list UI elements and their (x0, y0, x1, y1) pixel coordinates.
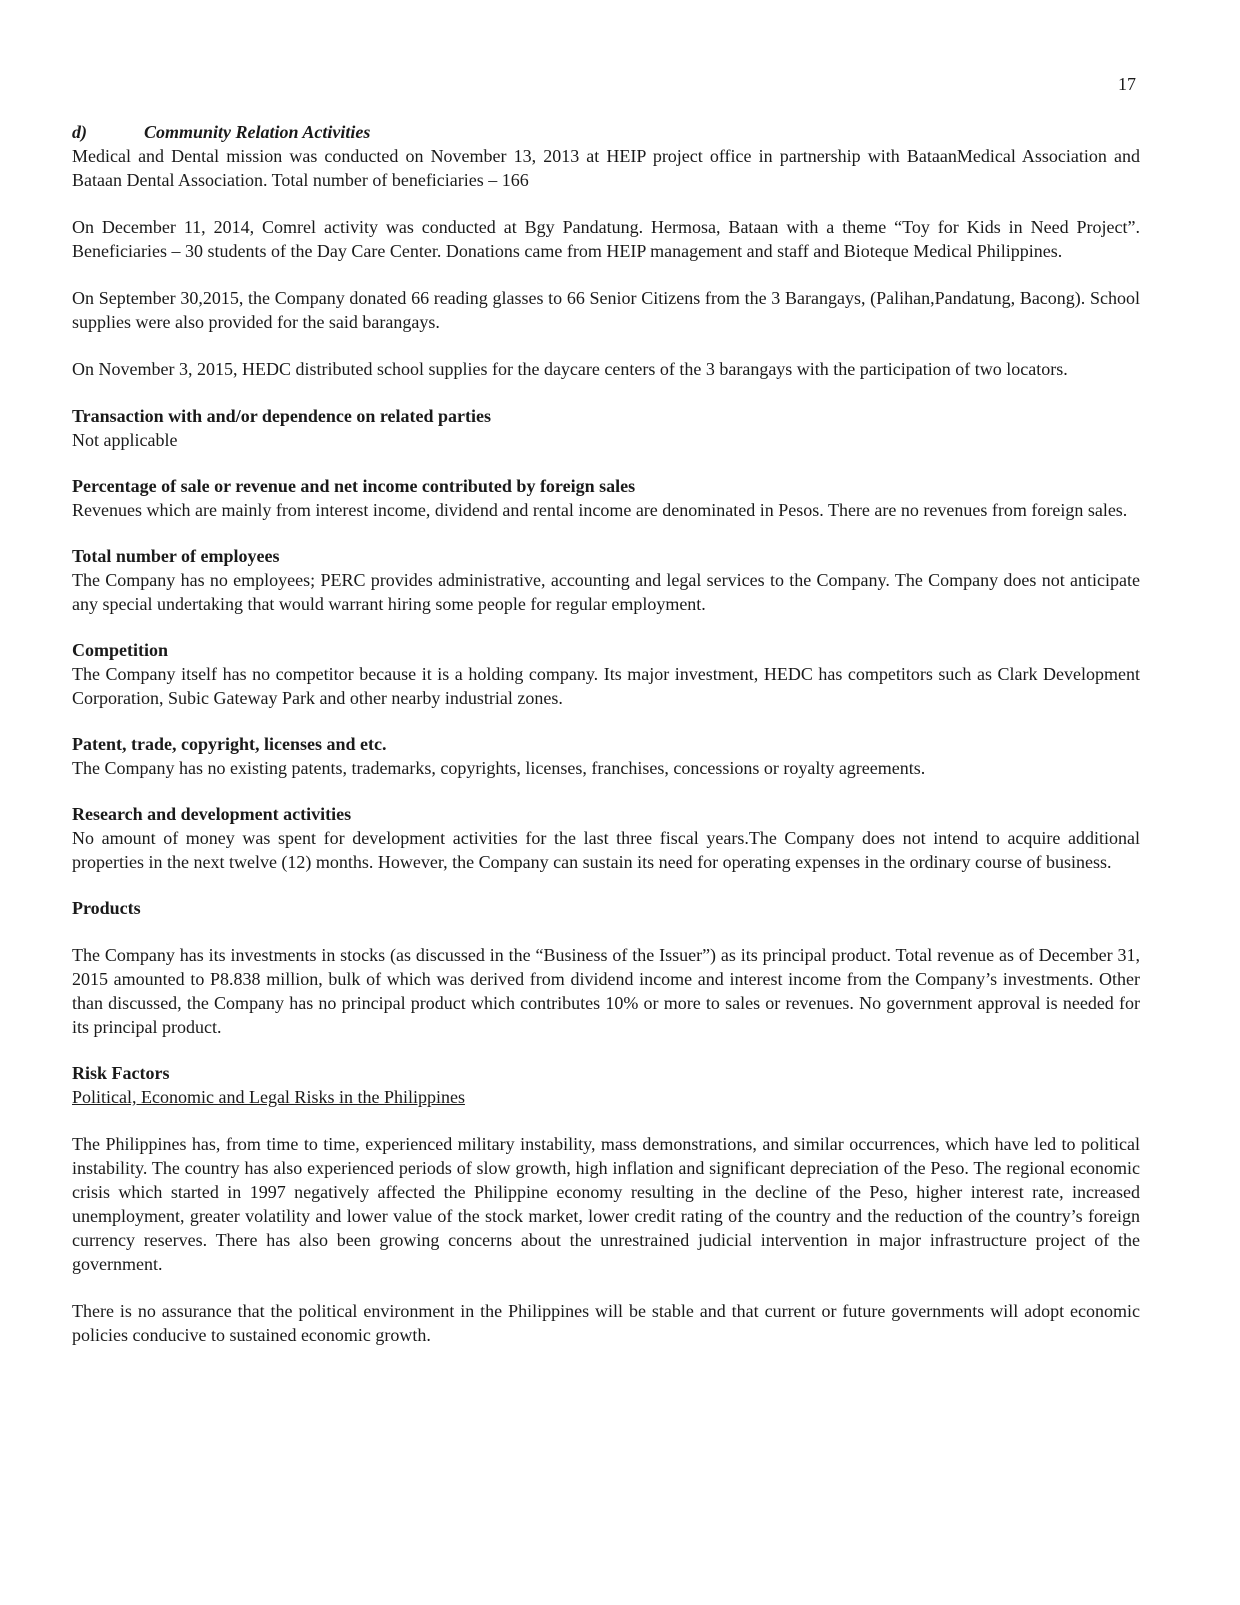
risk-paragraph: The Philippines has, from time to time, experienced military instability, mass demonstrations, and similar occurrences, which have led to political instability. The country has also experienced periods of slow growth, high inflation and significant depreciation of the Peso. The regional economic crisis which started in 1997 negatively affected the Philippine economy resulting in the decline of the Peso, higher interest rate, increased unemployment, greater volatility and lower value of the stock market, lower credit rating of the country and the reduction of the country’s foreign currency reserves. There has also been growing concerns about the unrestrained judicial intervention in major infrastructure project of the government. (72, 1134, 1140, 1274)
competition-section (72, 638, 1140, 710)
related-parties-section (72, 404, 1140, 452)
community-paragraph: On November 3, 2015, HEDC distributed school supplies for the daycare centers of the 3 barangays with the participation of two locators. (72, 359, 1068, 379)
section-title: Community Relation Activities (144, 122, 371, 142)
section-text: Not applicable (72, 430, 178, 450)
section-title: Products (72, 898, 141, 918)
section-title: Percentage of sale or revenue and net income contributed by foreign sales (72, 476, 636, 496)
products-section (72, 896, 1140, 1039)
section-text: The Company has no employees; PERC provides administrative, accounting and legal services to the Company. The Company does not anticipate any special undertaking that would warrant hiring some people for regular employment. (72, 570, 1140, 614)
foreign-sales-section (72, 474, 1140, 522)
section-title: Competition (72, 640, 168, 660)
section-title: Research and development activities (72, 804, 352, 824)
page-number: 17 (1118, 74, 1136, 94)
section-text: No amount of money was spent for development activities for the last three fiscal years.The Company does not intend to acquire additional properties in the next twelve (12) months. However, the Company can sustain its need for operating expenses in the ordinary course of business. (72, 828, 1140, 872)
patent-section (72, 732, 1140, 780)
section-title: Total number of employees (72, 546, 280, 566)
community-paragraph: Medical and Dental mission was conducted on November 13, 2013 at HEIP project office in partnership with BataanMedical Association and Bataan Dental Association. Total number of beneficiaries – 166 (72, 146, 1140, 190)
community-paragraph: On December 11, 2014, Comrel activity was conducted at Bgy Pandatung. Hermosa, Bataan with a theme “Toy for Kids in Need Project”. Beneficiaries – 30 students of the Day Care Center. Donations came from HEIP management and staff and Bioteque Medical Philippines. (72, 217, 1140, 261)
document-body (72, 120, 1140, 1347)
section-text: The Company itself has no competitor because it is a holding company. Its major investment, HEDC has competitors such as Clark Development Corporation, Subic Gateway Park and other nearby industrial zones. (72, 664, 1140, 708)
section-title: Patent, trade, copyright, licenses and etc. (72, 734, 387, 754)
community-relation-heading (72, 120, 1140, 144)
employees-section (72, 544, 1140, 616)
risk-factors-section (72, 1061, 1140, 1347)
section-subtitle: Political, Economic and Legal Risks in the Philippines (72, 1087, 465, 1107)
section-title: Risk Factors (72, 1063, 170, 1083)
section-text: The Company has no existing patents, trademarks, copyrights, licenses, franchises, concessions or royalty agreements. (72, 758, 926, 778)
community-paragraph: On September 30,2015, the Company donated 66 reading glasses to 66 Senior Citizens from the 3 Barangays, (Palihan,Pandatung, Bacong). School supplies were also provided for the said barangays. (72, 288, 1140, 332)
section-letter: d) (72, 122, 87, 142)
research-section (72, 802, 1140, 874)
section-text: The Company has its investments in stocks (as discussed in the “Business of the Issuer”) as its principal product. Total revenue as of December 31, 2015 amounted to P8.838 million, bulk of which was derived from dividend income and interest income from the Company’s investments. Other than discussed, the Company has no principal product which contributes 10% or more to sales or revenues. No government approval is needed for its principal product. (72, 945, 1140, 1037)
risk-paragraph: There is no assurance that the political environment in the Philippines will be stable and that current or future governments will adopt economic policies conducive to sustained economic growth. (72, 1301, 1140, 1345)
section-title: Transaction with and/or dependence on related parties (72, 406, 492, 426)
section-text: Revenues which are mainly from interest income, dividend and rental income are denominated in Pesos. There are no revenues from foreign sales. (72, 500, 1128, 520)
